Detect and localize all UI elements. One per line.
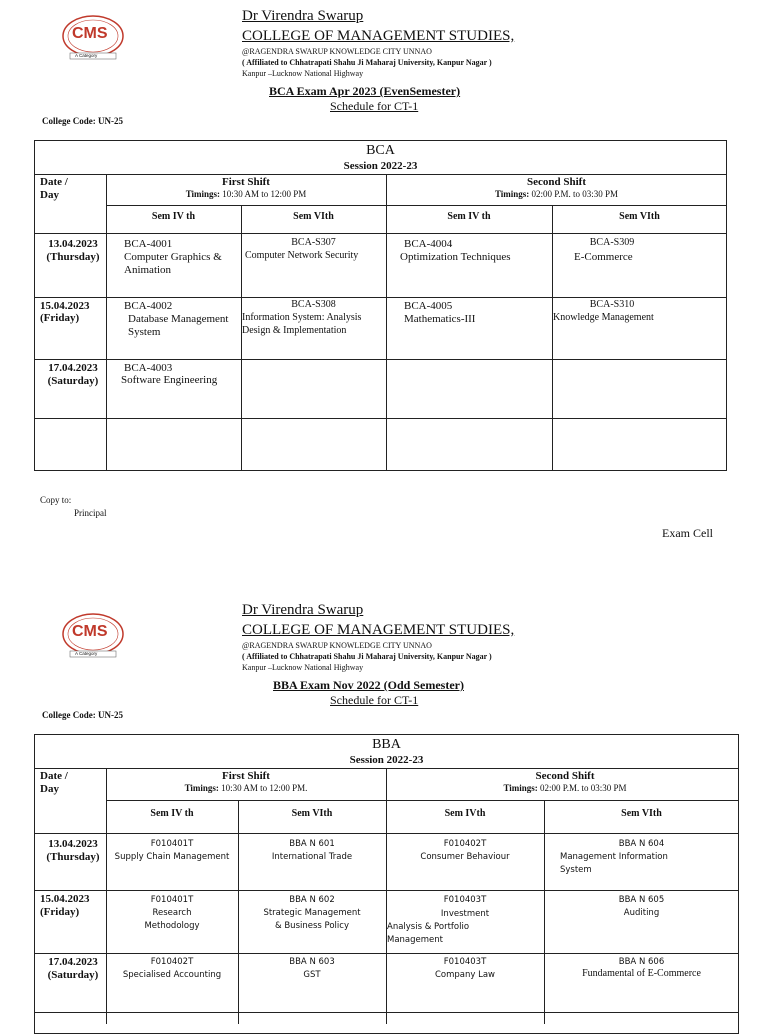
- subject-name: Optimization Techniques: [400, 251, 511, 263]
- subject-code: BCA-4002: [124, 300, 173, 312]
- logo-text: CMS: [72, 623, 108, 640]
- second-shift-timing: Timings: 02:00 P.M. to 03:30 PM: [494, 189, 619, 199]
- row-day: (Friday): [40, 906, 80, 918]
- subject-name: Management Information: [560, 852, 668, 862]
- subject-name: E-Commerce: [574, 251, 633, 263]
- college-name: COLLEGE OF MANAGEMENT STUDIES,: [242, 622, 515, 638]
- row-date: 17.04.2023: [48, 956, 98, 968]
- subject-name: Computer Network Security: [245, 250, 359, 261]
- sem-header: Sem VIth: [619, 211, 660, 222]
- subject-name: Animation: [124, 264, 172, 276]
- schedule-title: Schedule for CT-1: [330, 99, 419, 113]
- subject-code: BBA N 601: [289, 839, 335, 849]
- subject-name: Analysis & Portfolio: [387, 922, 470, 932]
- program-title: BCA: [366, 143, 395, 158]
- college-code: College Code: UN-25: [42, 116, 123, 126]
- subject-name: Fundamental of E-Commerce: [582, 968, 701, 979]
- subject-name: Specialised Accounting: [122, 970, 222, 980]
- sem-header: Sem IV th: [447, 211, 491, 222]
- subject-name: System: [560, 865, 592, 875]
- subject-code: F010401T: [150, 839, 194, 849]
- second-shift-timing: Timings: 02:00 P.M. to 03:30 PM: [503, 783, 627, 793]
- first-shift-header: First Shift: [222, 176, 270, 188]
- subject-code: F010402T: [150, 957, 194, 967]
- subject-name: Research: [152, 908, 192, 918]
- subject-code: BCA-4005: [404, 300, 453, 312]
- subject-name: Information System: Analysis: [242, 312, 362, 323]
- schedule-title: Schedule for CT-1: [330, 693, 419, 707]
- subject-code: F010401T: [150, 895, 194, 905]
- sem-header: Sem VIth: [621, 808, 662, 819]
- sem-header: Sem VIth: [293, 211, 334, 222]
- subject-name: Methodology: [144, 921, 200, 931]
- subject-code: F010403T: [443, 895, 487, 905]
- subject-code: BCA-4001: [124, 238, 173, 250]
- exam-title: BBA Exam Nov 2022 (Odd Semester): [273, 678, 464, 692]
- subject-name: International Trade: [271, 852, 353, 862]
- founder-name: Dr Virendra Swarup: [242, 8, 364, 24]
- subject-code: BBA N 605: [618, 895, 665, 905]
- sem-header: Sem VIth: [291, 808, 333, 819]
- subject-name: Computer Graphics &: [124, 251, 222, 263]
- founder-name: Dr Virendra Swarup: [242, 602, 364, 618]
- row-day: (Friday): [40, 312, 80, 324]
- subject-code: BCA-4003: [124, 362, 173, 374]
- subject-name: Strategic Management: [263, 908, 361, 918]
- college-highway: Kanpur –Lucknow National Highway: [242, 663, 364, 672]
- subject-name: Company Law: [434, 970, 496, 980]
- session-label: Session 2022-23: [349, 754, 424, 766]
- subject-code: F010402T: [443, 839, 487, 849]
- subject-code: BBA N 603: [289, 957, 335, 967]
- sem-header: Sem IV th: [151, 211, 196, 222]
- row-day: (Thursday): [46, 851, 100, 863]
- subject-name: Software Engineering: [121, 374, 218, 386]
- row-date: 15.04.2023: [40, 300, 90, 312]
- college-address: @RAGENDRA SWARUP KNOWLEDGE CITY UNNAO: [242, 47, 432, 56]
- second-shift-header: Second Shift: [535, 770, 595, 782]
- subject-code: BCA-S307: [291, 237, 336, 248]
- subject-code: BCA-S309: [589, 237, 635, 248]
- subject-name: Consumer Behaviour: [420, 852, 510, 862]
- exam-title: BCA Exam Apr 2023 (EvenSemester): [269, 84, 461, 98]
- second-shift-header: Second Shift: [527, 176, 586, 188]
- row-day: (Saturday): [47, 375, 99, 387]
- subject-name: Design & Implementation: [242, 325, 347, 336]
- row-date: 13.04.2023: [48, 838, 98, 850]
- subject-code: BCA-S308: [291, 299, 336, 310]
- subject-name: Auditing: [623, 908, 660, 918]
- exam-cell-signature: Exam Cell: [662, 526, 713, 540]
- subject-code: BBA N 604: [618, 839, 665, 849]
- day-header: Day: [40, 783, 59, 795]
- subject-name: Mathematics-III: [404, 313, 476, 325]
- subject-name: Management: [387, 935, 443, 945]
- subject-name: System: [128, 326, 161, 338]
- subject-name: Knowledge Management: [553, 312, 654, 323]
- logo-subtext: A Category: [75, 53, 98, 58]
- row-date: 17.04.2023: [48, 362, 98, 374]
- college-affiliation: ( Affiliated to Chhatrapati Shahu Ji Maharaj University, Kanpur Nagar ): [242, 58, 492, 67]
- subject-name: & Business Policy: [275, 921, 349, 931]
- first-shift-timing: Timings: 10:30 AM to 12:00 PM.: [184, 783, 308, 793]
- logo-text: CMS: [72, 25, 108, 42]
- subject-name: Supply Chain Management: [114, 852, 230, 862]
- college-code: College Code: UN-25: [42, 710, 123, 720]
- sem-header: Sem IV th: [150, 808, 194, 819]
- day-header: Day: [40, 189, 59, 201]
- row-date: 13.04.2023: [48, 238, 98, 250]
- logo-subtext: A Category: [75, 651, 98, 656]
- college-name: COLLEGE OF MANAGEMENT STUDIES,: [242, 28, 515, 44]
- row-date: 15.04.2023: [40, 893, 90, 905]
- subject-code: BCA-4004: [404, 238, 453, 250]
- subject-name: GST: [303, 970, 321, 980]
- sem-header: Sem IVth: [444, 808, 486, 819]
- program-title: BBA: [372, 737, 401, 752]
- subject-name: Database Management: [128, 313, 229, 325]
- copy-to-principal: Principal: [74, 508, 107, 518]
- subject-code: BCA-S310: [589, 299, 635, 310]
- subject-code: F010403T: [443, 957, 487, 967]
- copy-to-label: Copy to:: [40, 495, 72, 505]
- college-highway: Kanpur –Lucknow National Highway: [242, 69, 364, 78]
- date-day-header: Date /: [40, 770, 68, 782]
- row-day: (Thursday): [46, 251, 100, 263]
- subject-code: BBA N 602: [289, 895, 335, 905]
- first-shift-header: First Shift: [222, 770, 270, 782]
- college-address: @RAGENDRA SWARUP KNOWLEDGE CITY UNNAO: [242, 641, 432, 650]
- college-affiliation: ( Affiliated to Chhatrapati Shahu Ji Maharaj University, Kanpur Nagar ): [242, 652, 492, 661]
- subject-name: Investment: [440, 909, 490, 919]
- subject-code: BBA N 606: [618, 957, 665, 967]
- row-day: (Saturday): [47, 969, 99, 981]
- session-label: Session 2022-23: [343, 160, 418, 172]
- date-day-header: Date /: [40, 176, 68, 188]
- first-shift-timing: Timings: 10:30 AM to 12:00 PM: [185, 189, 307, 199]
